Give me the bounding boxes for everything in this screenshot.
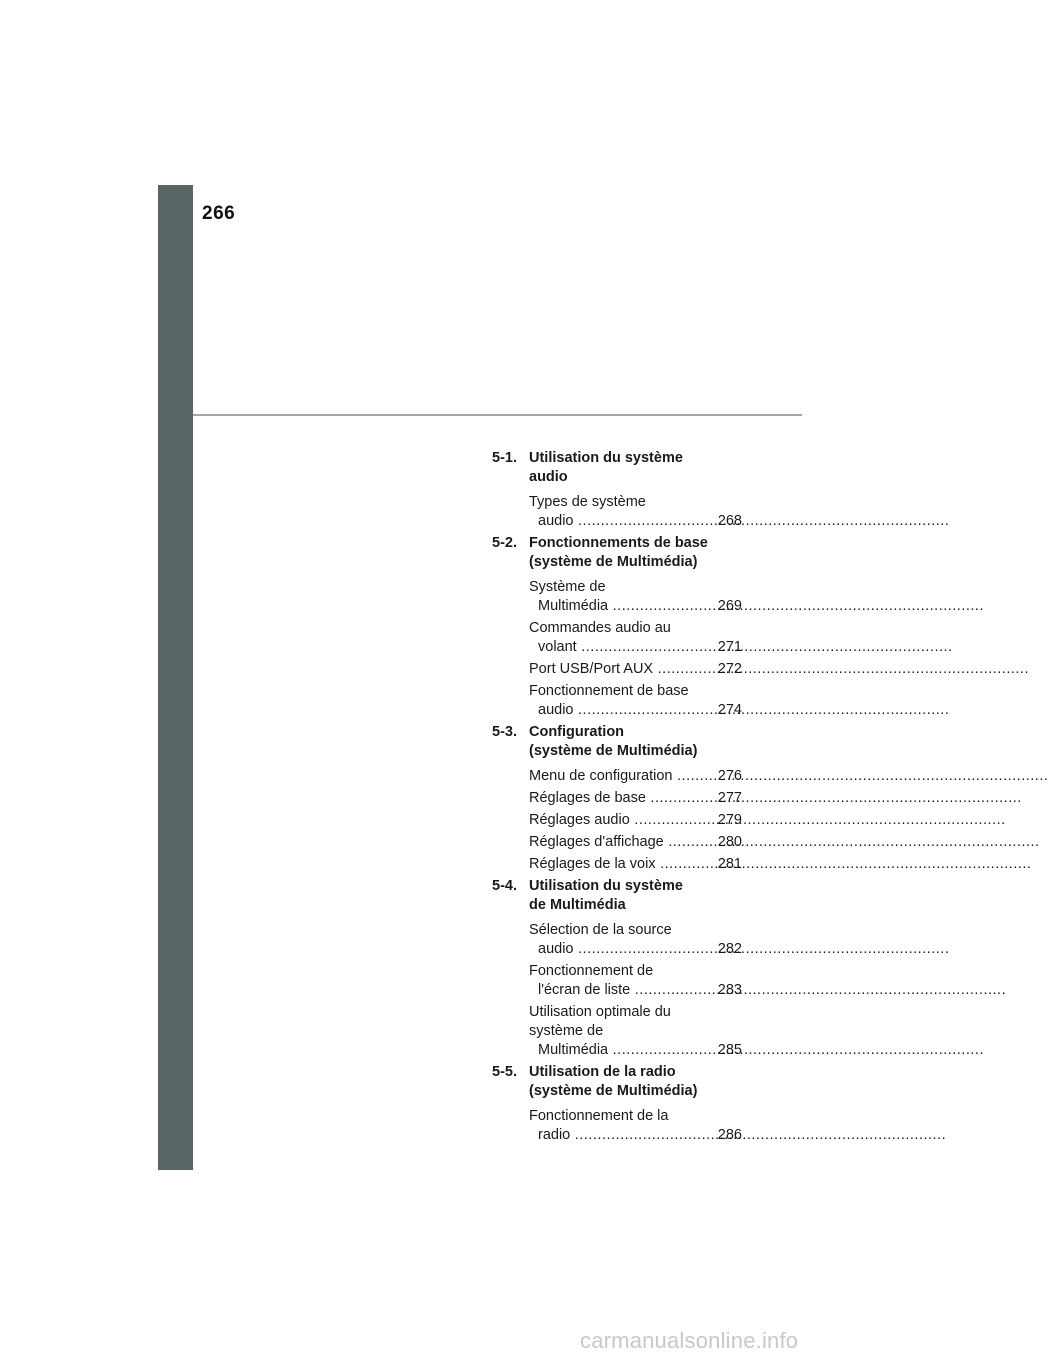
toc-entry-leader-line [538, 701, 742, 720]
toc-entry[interactable] [529, 1003, 742, 1060]
toc-entry-text-line: Fonctionnement de base [529, 683, 689, 699]
toc-entry-leader-line [529, 660, 742, 679]
toc-entry-text-line: Commandes audio au [529, 620, 671, 636]
toc-entry-page-number: 283 [715, 981, 742, 1000]
toc-entry[interactable] [529, 578, 742, 616]
toc-entry-text-line: Types de système [529, 494, 646, 510]
toc-entry-leader-line [529, 767, 742, 786]
toc-section-title-line: Fonctionnements de base [529, 535, 708, 551]
toc-entry-page-number: 281 [715, 855, 742, 874]
toc-section-title-line: audio [529, 469, 568, 485]
toc-entry-leader-line [538, 1041, 742, 1060]
header-divider [193, 414, 802, 416]
toc-entry-leader-line [538, 638, 742, 657]
toc-entry-leader-line [538, 597, 742, 616]
toc-section [492, 877, 742, 1060]
toc-entry-page-number: 286 [715, 1126, 742, 1145]
toc-section-number: 5-4. [492, 878, 517, 894]
toc-entry-leader-line [538, 981, 742, 1000]
toc-entry-leader-line [538, 512, 742, 531]
toc-entry-title: audio ..... [538, 941, 949, 957]
toc-entry[interactable] [529, 493, 742, 531]
toc-section-title [529, 534, 742, 572]
toc-entry[interactable] [529, 1107, 742, 1145]
toc-entry[interactable] [529, 682, 742, 720]
toc-entry-title: Réglages de base ..... [529, 790, 1022, 806]
toc-entry-page-number: 271 [715, 638, 742, 657]
toc-entry-page-number: 280 [715, 833, 742, 852]
toc-section-title-line: (système de Multimédia) [529, 1083, 698, 1099]
toc-section-heading [492, 534, 742, 572]
toc-section [492, 534, 742, 720]
toc-entry[interactable] [529, 921, 742, 959]
toc-entry-page-number: 279 [715, 811, 742, 830]
toc-entry-title: audio ..... [538, 513, 949, 529]
toc-entry[interactable] [529, 855, 742, 874]
toc-entry[interactable] [529, 833, 742, 852]
toc-entry-title: Réglages de la voix ..... [529, 856, 1031, 872]
toc-entry-page-number: 269 [715, 597, 742, 616]
toc-entry-title: Réglages audio ..... [529, 812, 1006, 828]
toc-entry-page-number: 268 [715, 512, 742, 531]
toc-section-heading [492, 877, 742, 915]
toc-entry-leader-line [529, 789, 742, 808]
toc-section-number: 5-3. [492, 724, 517, 740]
toc-section-title-line: (système de Multimédia) [529, 554, 698, 570]
toc-entry-title: Menu de configuration ..... [529, 768, 1048, 784]
toc-entry-title: audio ..... [538, 702, 949, 718]
toc-entry-title: volant ..... [538, 639, 953, 655]
toc-entry-page-number: 276 [715, 767, 742, 786]
toc-section-number: 5-1. [492, 450, 517, 466]
toc-entry-page-number: 274 [715, 701, 742, 720]
toc-section-title-line: (système de Multimédia) [529, 743, 698, 759]
toc-section-title-line: Utilisation de la radio [529, 1064, 676, 1080]
toc-entry-leader-line [538, 1126, 742, 1145]
toc-entry-text-line: Système de [529, 579, 606, 595]
toc-section-title [529, 877, 742, 915]
toc-entry-text-line: Fonctionnement de [529, 963, 654, 979]
toc-section-title-line: de Multimédia [529, 897, 626, 913]
chapter-tab-bar [158, 185, 193, 1170]
toc-section-heading [492, 449, 742, 487]
toc-entry[interactable] [529, 767, 742, 786]
watermark: carmanualsonline.info [580, 1328, 799, 1353]
toc-entry-page-number: 272 [715, 660, 742, 679]
toc-entry-title: Multimédia ..... [538, 1042, 984, 1058]
toc-entry-text-line: système de [529, 1023, 604, 1039]
toc-entry-title: l'écran de liste ..... [538, 982, 1006, 998]
toc-entry-text-line: Utilisation optimale du [529, 1004, 671, 1020]
toc-entry-title: Port USB/Port AUX ..... [529, 661, 1029, 677]
toc-entry-text-line: Fonctionnement de la [529, 1108, 669, 1124]
toc-section-title [529, 1063, 742, 1101]
toc-entry[interactable] [529, 619, 742, 657]
toc-entry[interactable] [529, 811, 742, 830]
toc-entry-leader-line [529, 833, 742, 852]
toc-section-heading [492, 723, 742, 761]
toc-entry-leader-line [538, 940, 742, 959]
toc-section [492, 1063, 742, 1145]
toc-entry-title: Réglages d'affichage ..... [529, 834, 1040, 850]
toc-section [492, 723, 742, 874]
toc-entry[interactable] [529, 962, 742, 1000]
toc-entry-leader-line [529, 855, 742, 874]
toc-section-number: 5-5. [492, 1064, 517, 1080]
toc-entry[interactable] [529, 789, 742, 808]
toc-entry[interactable] [529, 660, 742, 679]
page-number: 266 [202, 203, 236, 224]
toc-section-title-line: Utilisation du système [529, 878, 683, 894]
toc-section-title [529, 449, 742, 487]
toc-entry-page-number: 282 [715, 940, 742, 959]
toc-entry-title: radio ..... [538, 1127, 946, 1143]
toc-entry-page-number: 285 [715, 1041, 742, 1060]
table-of-contents [492, 449, 742, 1148]
toc-section-title [529, 723, 742, 761]
toc-section [492, 449, 742, 531]
toc-section-number: 5-2. [492, 535, 517, 551]
toc-section-title-line: Utilisation du système [529, 450, 683, 466]
toc-section-heading [492, 1063, 742, 1101]
toc-section-title-line: Configuration [529, 724, 625, 740]
toc-entry-title: Multimédia ..... [538, 598, 984, 614]
toc-entry-page-number: 277 [715, 789, 742, 808]
toc-entry-text-line: Sélection de la source [529, 922, 672, 938]
toc-entry-leader-line [529, 811, 742, 830]
